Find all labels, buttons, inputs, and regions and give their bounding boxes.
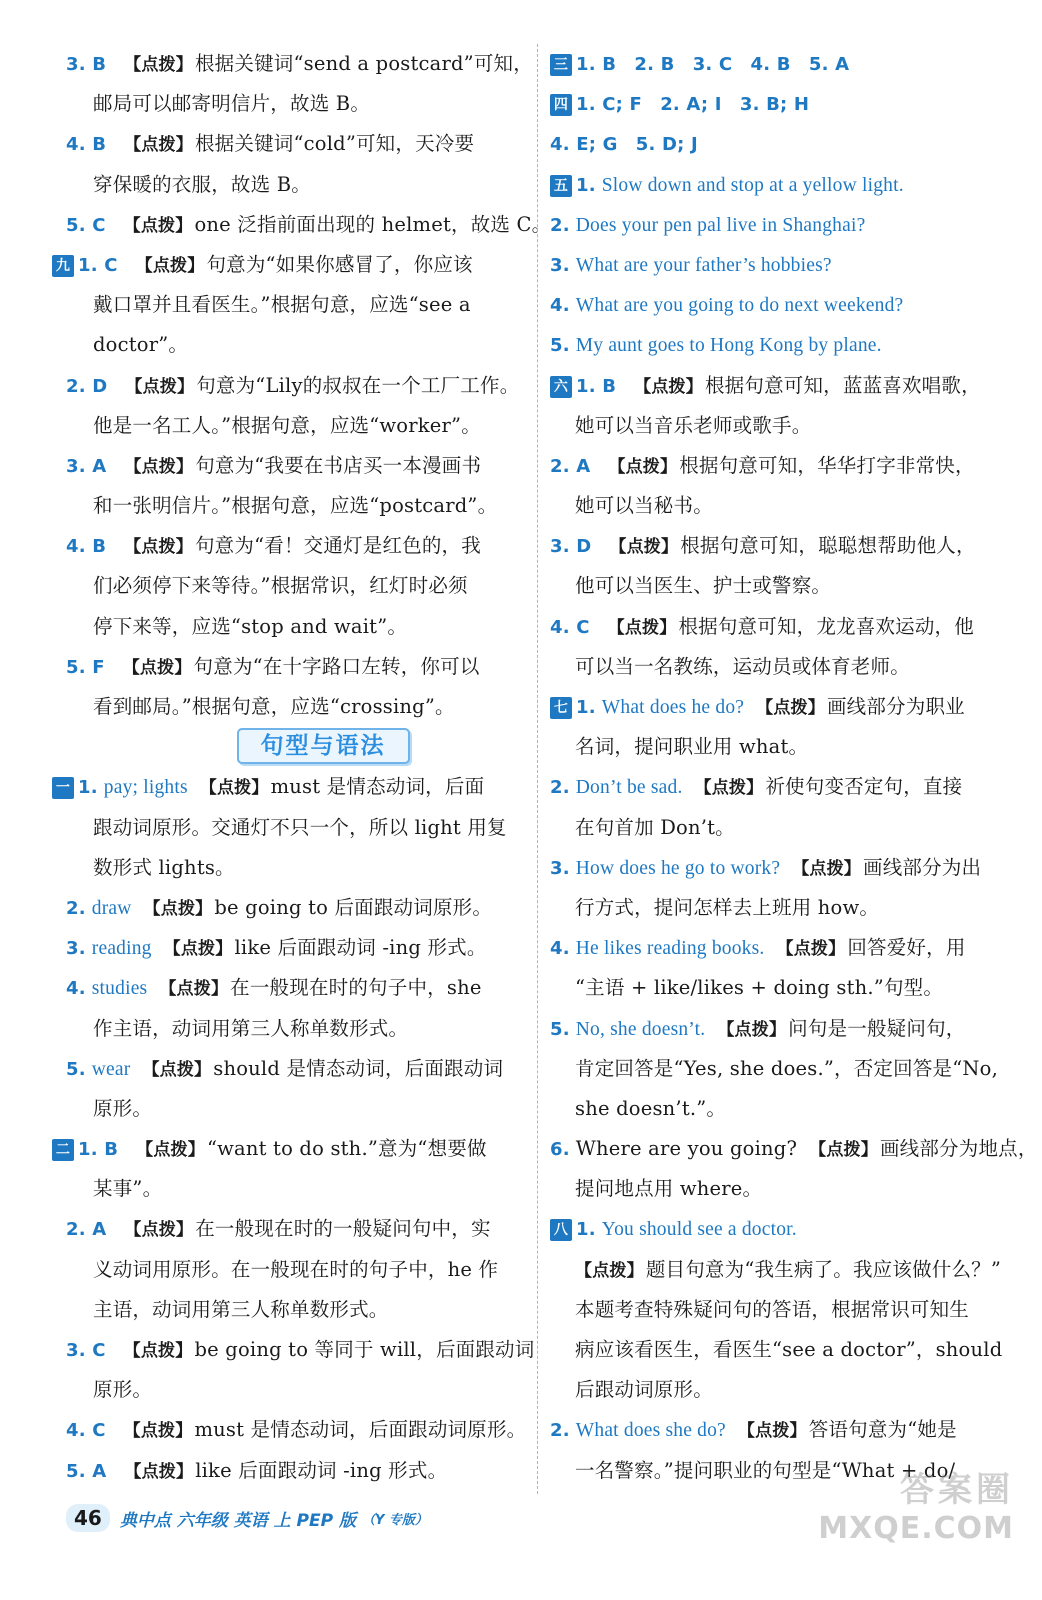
answer-line: 2. Does your pen pal live in Shanghai? [550,214,866,236]
answer-line: 行方式，提问怎样去上班用 how。 [575,895,880,919]
section-number-box: 三 [550,54,572,76]
answer-line: 一 1. pay; lights 【点拨】 must 是情态动词，后面 [66,767,520,807]
answer-line: 4. B 【点拨】 根据关键词“cold”可知，天冷要 [66,132,475,156]
answer-line: 【点拨】 题目句意为“我生病了。我应该做什么？” [575,1257,1002,1281]
answer-line: 戴口罩并且看医生。”根据句意，应选“see a [93,293,471,317]
book-title: 典中点 六年级 英语 上 PEP 版 [119,1510,356,1531]
section-number-box: 四 [550,94,572,116]
answer-line: 4. B 【点拨】 句意为“看！交通灯是红色的，我 [66,534,481,558]
answer-line: 4. C 【点拨】 must 是情态动词，后面跟动词原形。 [66,1418,527,1442]
answer-line: 他可以当医生、护士或警察。 [575,574,832,598]
answer-line: 三 1. B 2. B 3. C 4. B 5. A [550,44,1004,84]
page-number: 46 [66,1504,110,1532]
answer-line: 5. wear 【点拨】 should 是情态动词，后面跟动词 [66,1056,504,1080]
answer-line: 后跟动词原形。 [575,1378,713,1402]
answer-line: 提问地点用 where。 [575,1177,763,1201]
answer-line: 6. Where are you going? 【点拨】 画线部分为地点， [550,1137,1038,1161]
section-number-box: 九 [52,255,74,277]
site-watermark: 答案圈 MXQE.COM [818,1470,1014,1546]
section-number-box: 七 [550,697,572,719]
section-number-box: 六 [550,376,572,398]
page-footer [66,1498,428,1538]
answer-line: 2. A 【点拨】 在一般现在时的一般疑问句中，实 [66,1217,491,1241]
section-banner-title: 句型与语法 [237,728,410,764]
answer-line: 肯定回答是“Yes, she does.”，否定回答是“No, [575,1056,999,1080]
answer-line: 5. F 【点拨】 句意为“在十字路口左转，你可以 [66,654,480,678]
answer-line: 4. studies 【点拨】 在一般现在时的句子中，she [66,976,482,1000]
answer-line: 4. E; G 5. D; J [550,134,698,156]
answer-line: 3. reading 【点拨】 like 后面跟动词 -ing 形式。 [66,936,487,960]
answer-line: 2. draw 【点拨】 be going to 后面跟动词原形。 [66,895,493,919]
answer-line: 八 1. You should see a doctor. [550,1209,1004,1249]
answer-line: 跟动词原形。交通灯不只一个，所以 light 用复 [93,815,507,839]
section-number-box: 五 [550,175,572,197]
answer-line: 5. My aunt goes to Hong Kong by plane. [550,335,882,357]
answer-line: 4. What are you going to do next weekend? [550,295,904,317]
answer-line: 二 1. B 【点拨】 “want to do sth.”意为“想要做 [66,1129,520,1169]
answer-line: 停下来等，应选“stop and wait”。 [93,614,408,638]
answer-line: 作主语，动词用第三人称单数形式。 [93,1016,409,1040]
answer-line: 5. No, she doesn’t. 【点拨】 问句是一般疑问句， [550,1016,966,1040]
left-column [55,44,552,1491]
answer-line: “主语 + like/likes + doing sth.”句型。 [575,976,944,1000]
answer-line: 邮局可以邮寄明信片，故选 B。 [93,92,371,116]
section-number-box: 八 [550,1219,572,1241]
answer-line: 们必须停下来等待。”根据常识，红灯时必须 [93,574,468,598]
answer-line: 5. A 【点拨】 like 后面跟动词 -ing 形式。 [66,1458,448,1482]
answer-line: 3. B 【点拨】 根据关键词“send a postcard”可知， [66,52,533,75]
answer-line: 4. He likes reading books. 【点拨】 回答爱好，用 [550,936,966,960]
answer-line: 2. What does she do? 【点拨】 答语句意为“她是 [550,1418,957,1442]
section-number-box: 一 [52,777,74,799]
answer-line: 在句首加 Don’t。 [575,815,735,839]
answer-line: 四 1. C; F 2. A; I 3. B; H [550,84,1004,124]
answer-line: she doesn’t.”。 [575,1096,727,1120]
answer-line: 2. A 【点拨】 根据句意可知，华华打字非常快， [550,453,975,477]
answer-line: 主语，动词用第三人称单数形式。 [93,1297,389,1321]
answer-line: 她可以当秘书。 [575,494,713,518]
book-edition: （Y 专版） [361,1512,428,1528]
answer-line: 某事”。 [93,1177,163,1201]
answer-line: 病应该看医生，看医生“see a doctor”，should [575,1338,1003,1361]
answer-line: 穿保暖的衣服，故选 B。 [93,172,311,196]
answer-line: 3. How does he go to work? 【点拨】 画线部分为出 [550,855,982,879]
right-column [550,44,1038,1491]
answer-line: 2. Don’t be sad. 【点拨】 祈使句变否定句，直接 [550,775,963,799]
answer-line: 她可以当音乐老师或歌手。 [575,413,812,437]
answer-line: 和一张明信片。”根据句意，应选“postcard”。 [93,494,498,518]
answer-line: 2. D 【点拨】 句意为“Lily的叔叔在一个工厂工作。 [66,373,520,397]
answer-line: 七 1. What does he do? 【点拨】 画线部分为职业 [550,687,1004,727]
answer-line: 看到邮局。”根据句意，应选“crossing”。 [93,695,455,718]
section-banner [66,727,520,767]
answer-line: 5. C 【点拨】 one 泛指前面出现的 helmet，故选 C。 [66,212,552,236]
answer-line: doctor”。 [93,333,189,357]
answer-line: 数形式 lights。 [93,855,235,879]
answer-line: 3. What are your father’s hobbies? [550,254,832,276]
answer-line: 五 1. Slow down and stop at a yellow light. [550,165,1004,205]
answer-line: 3. C 【点拨】 be going to 等同于 will，后面跟动词 [66,1338,535,1361]
answer-line: 九 1. C 【点拨】 句意为“如果你感冒了，你应该 [66,245,520,285]
column-divider [537,44,538,1494]
answer-line: 六 1. B 【点拨】 根据句意可知，蓝蓝喜欢唱歌， [550,366,1004,406]
answer-line: 名词，提问职业用 what。 [575,735,809,759]
answer-line: 他是一名工人。”根据句意，应选“worker”。 [93,413,481,437]
answer-line: 4. C 【点拨】 根据句意可知，龙龙喜欢运动，他 [550,614,974,638]
answer-line: 原形。 [93,1096,153,1120]
answer-line: 义动词用原形。在一般现在时的句子中，he 作 [93,1257,499,1281]
answer-line: 3. A 【点拨】 句意为“我要在书店买一本漫画书 [66,453,482,477]
answer-line: 本题考查特殊疑问句的答语，根据常识可知生 [575,1297,970,1321]
answer-line: 可以当一名教练，运动员或体育老师。 [575,654,910,678]
answer-line: 一名警察。”提问职业的句型是“What + do/ [575,1458,956,1482]
section-number-box: 二 [52,1139,74,1161]
answer-line: 3. D 【点拨】 根据句意可知，聪聪想帮助他人， [550,534,976,558]
answer-line: 原形。 [93,1378,153,1402]
